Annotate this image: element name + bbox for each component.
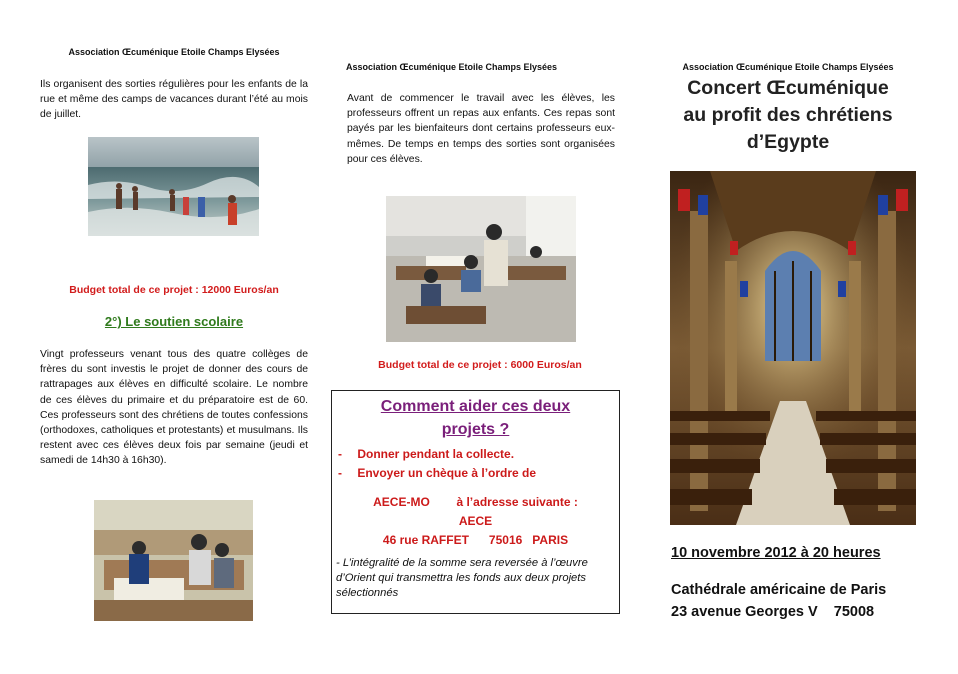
photo-classroom-tutoring [94, 500, 253, 621]
venue-line1: Cathédrale américaine de Paris [671, 582, 887, 598]
concert-date: 10 novembre 2012 à 20 heures [671, 545, 881, 561]
venue-line2: 23 avenue Georges V 75008 [671, 604, 875, 620]
col2-budget: Budget total de ce projet : 6000 Euros/an [378, 359, 582, 371]
help-title-line1: Comment aider ces deux [380, 398, 571, 415]
help-box [331, 390, 620, 614]
col2-header: Association Œcuménique Etoile Champs Elysées [346, 62, 558, 72]
col1-body: Vingt professeurs venant tous des quatre collèges de frères du sont investis le projet de donner des cours de rattrapages aux élèves en difficulté scolaire. Le nombre de ces élèves du primaire et du préparatoire est de 60. Ces professeurs sont des chrétiens de toutes confessions (orthodoxes, catholiques et protestants) et musulmans. Ils restent avec ces élèves deux fois par semaine (jeudi et samedi de 14h30 à 16h30). [40, 349, 308, 467]
address-line3: 46 rue RAFFET 75016 PARIS [382, 533, 569, 547]
address-line1: AECE-MO à l’adresse suivante : [373, 495, 578, 509]
section-title-soutien-scolaire: 2°) Le soutien scolaire [104, 314, 244, 329]
concert-title-line3: d’Egypte [746, 131, 830, 153]
col1-budget: Budget total de ce projet : 12000 Euros/an [69, 284, 279, 296]
help-title-line2: projets ? [441, 421, 510, 438]
bullet-dash: - [338, 466, 342, 480]
concert-title-line2: au profit des chrétiens [683, 104, 893, 126]
help-item-cheque [338, 464, 619, 483]
bullet-dash: - [338, 447, 342, 461]
photo-children-sea [88, 137, 259, 236]
col1-header: Association Œcuménique Etoile Champs Elysées [68, 47, 280, 57]
concert-title-line1: Concert Œcuménique [687, 77, 889, 99]
help-note: - L’intégralité de la somme sera reversée à l’œuvre d’Orient qui transmettra les fonds aux deux projets sélectionnés [336, 557, 588, 599]
col2-intro: Avant de commencer le travail avec les élèves, les professeurs offrent un repas aux enfants. Ces repas sont payés par les bienfaiteurs dont certains professeurs eux-mêmes. De temps en temps des sorties sont organisées pour ces élèves. [347, 93, 615, 165]
help-list [332, 445, 619, 483]
address-line2: AECE [458, 514, 493, 528]
help-item-cheque-label: Envoyer un chèque à l’ordre de [357, 466, 537, 480]
col3-header: Association Œcuménique Etoile Champs Elysées [682, 62, 894, 72]
help-item-collect-label: Donner pendant la collecte. [357, 447, 515, 461]
help-item-collect [338, 445, 619, 464]
photo-cathedral-interior [670, 171, 916, 525]
col1-intro: Ils organisent des sorties régulières pour les enfants de la rue et même des camps de vacances durant l’été au mois de juillet. [40, 79, 308, 121]
photo-classroom-teacher [386, 196, 576, 342]
